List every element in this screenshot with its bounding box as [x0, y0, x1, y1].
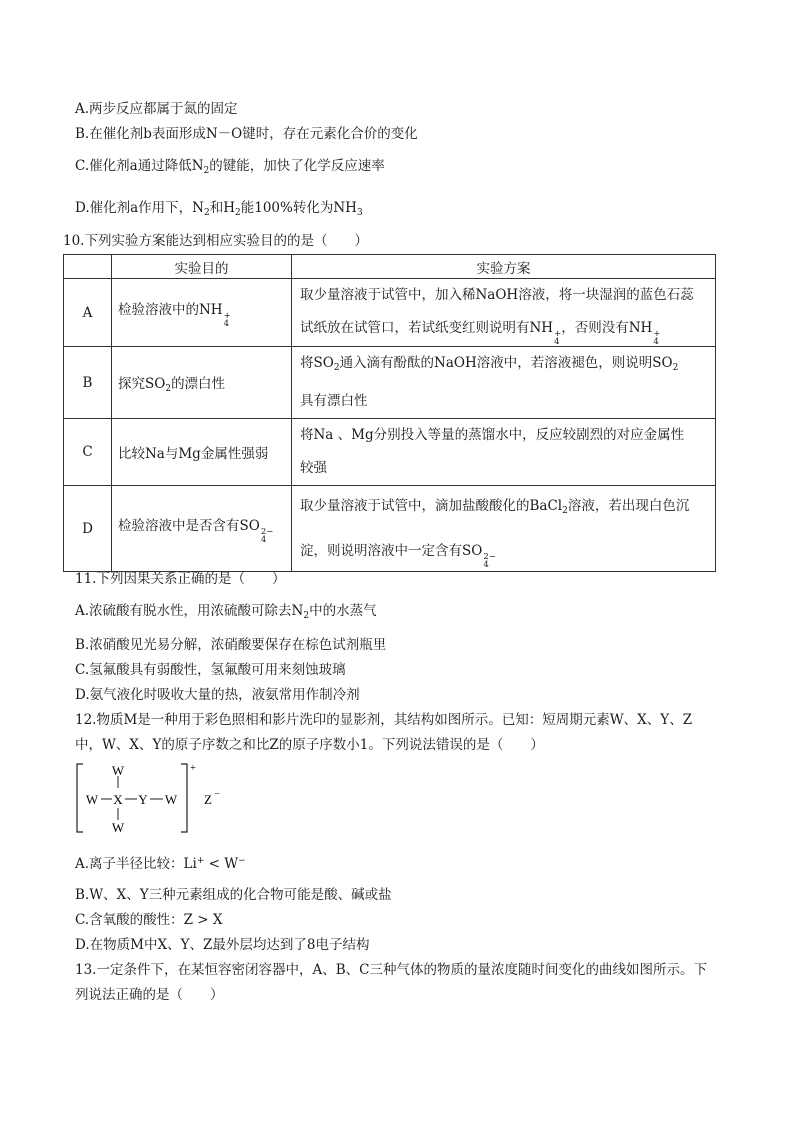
row-label: A — [64, 279, 112, 347]
q12-option-d: D.在物质M中X、Y、Z最外层均达到了8电子结构 — [75, 937, 370, 953]
table-row-a — [64, 279, 716, 347]
q9-option-b: B.在催化剂b表面形成N－O键时，存在元素化合价的变化 — [75, 126, 418, 142]
row-purpose: 比较Na与Mg金属性强弱 — [112, 419, 292, 486]
q12-option-c: C.含氧酸的酸性：Z > X — [75, 912, 223, 928]
q12-stem-line2: 中，W、X、Y的原子序数之和比Z的原子序数小1。下列说法错误的是（ ） — [75, 737, 544, 753]
atom-y: Y — [138, 792, 148, 807]
q9-option-d: D.催化剂a作用下，$N_2$和$H_2$能100%转化为$NH_3$ — [75, 200, 363, 218]
atom-w-bottom: W — [111, 820, 125, 834]
table-row-c — [64, 419, 716, 486]
atom-w-left: W — [85, 792, 99, 807]
header-plan: 实验方案 — [292, 255, 716, 279]
atom-w-right: W — [164, 792, 178, 807]
q13-stem-line1: 13.一定条件下，在某恒容密闭容器中，A、B、C三种气体的物质的量浓度随时间变化的曲线如图所示。下 — [75, 962, 707, 978]
q11-stem: 11.下列因果关系正确的是（ ） — [75, 571, 286, 587]
q11-option-b: B.浓硝酸见光易分解，浓硝酸要保存在棕色试剂瓶里 — [75, 637, 387, 653]
header-purpose: 实验目的 — [112, 255, 292, 279]
row-purpose: 检验溶液中的NH + 4 — [112, 279, 292, 347]
q12-stem-line1: 12.物质M是一种用于彩色照相和影片洗印的显影剂，其结构如图所示。已知：短周期元素W、X、Y、Z — [75, 712, 693, 728]
atom-x: X — [113, 792, 123, 807]
atom-w-top: W — [111, 763, 125, 778]
row-plan: 取少量溶液于试管中，加入稀NaOH溶液，将一块湿润的蓝色石蕊 试纸放在试管口，若试纸变红则说明有NH + 4 ，否则没有NH + 4 — [292, 279, 716, 347]
row-purpose: 检验溶液中是否含有SO 2− 4 — [112, 486, 292, 572]
table-row-d — [64, 486, 716, 572]
table-header-row — [64, 255, 716, 279]
experiment-table — [63, 254, 716, 572]
row-plan: 取少量溶液于试管中，滴加盐酸酸化的BaCl$_2$溶液，若出现白色沉 淀，则说明溶液中一定含有SO 2− 4 — [292, 486, 716, 572]
q12-option-b: B.W、X、Y三种元素组成的化合物可能是酸、碱或盐 — [75, 887, 392, 903]
anion-z: Z — [204, 792, 212, 807]
table-row-b — [64, 347, 716, 419]
row-label: C — [64, 419, 112, 486]
row-purpose: 探究$SO_2$的漂白性 — [112, 347, 292, 419]
row-plan: 将Na 、Mg分别投入等量的蒸馏水中，反应较剧烈的对应金属性 较强 — [292, 419, 716, 486]
row-label: B — [64, 347, 112, 419]
q9-option-c: C.催化剂a通过降低$N_2$的键能，加快了化学反应速率 — [75, 158, 385, 176]
structure-diagram — [75, 762, 235, 834]
q9-option-a: A.两步反应都属于氮的固定 — [75, 101, 238, 117]
anion-charge: − — [214, 789, 220, 800]
q11-option-c: C.氢氟酸具有弱酸性，氢氟酸可用来刻蚀玻璃 — [75, 662, 346, 678]
row-plan: 将$SO_2$通入滴有酚酞的NaOH溶液中，若溶液褪色，则说明$SO_2$ 具有漂白性 — [292, 347, 716, 419]
q12-option-a: A.离子半径比较：Li+ < W− — [75, 856, 246, 872]
q11-option-a: A.浓硫酸有脱水性，用浓硫酸可除去$N_2$中的水蒸气 — [75, 603, 377, 621]
row-label: D — [64, 486, 112, 572]
q11-option-d: D.氨气液化时吸收大量的热，液氨常用作制冷剂 — [75, 687, 360, 703]
cation-charge: + — [190, 763, 196, 774]
q13-stem-line2: 列说法正确的是（ ） — [75, 987, 224, 1003]
q10-stem: 10.下列实验方案能达到相应实验目的的是（ ） — [63, 233, 368, 249]
